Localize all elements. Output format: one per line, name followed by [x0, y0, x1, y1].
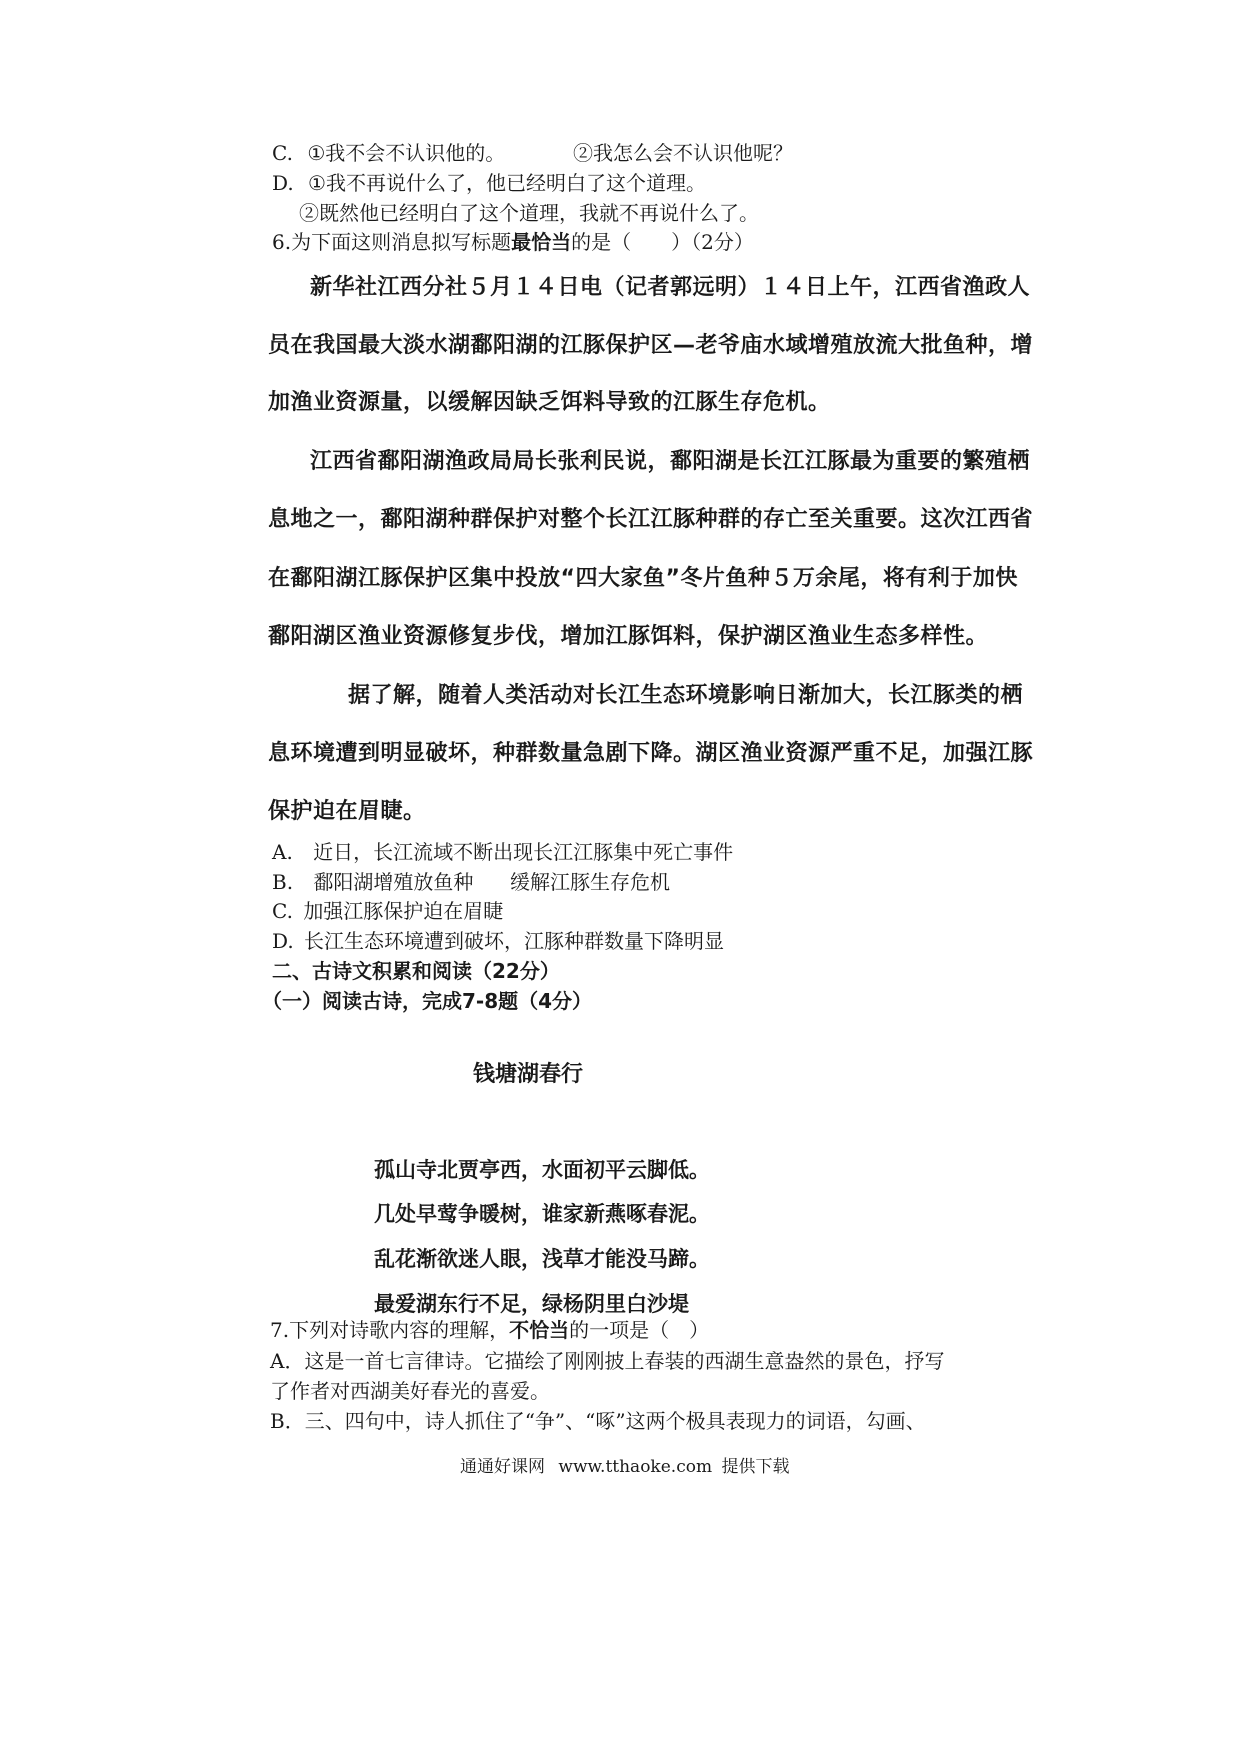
option-text: 长江生态环境遭到破坏，江豚种群数量下降明显 — [304, 929, 725, 953]
news-line: 江西省鄱阳湖渔政局局长张利民说，鄱阳湖是长江江豚最为重要的繁殖栖 — [310, 449, 1031, 474]
option-label: C. — [272, 899, 293, 923]
poem-line: 孤山寺北贾亭西，水面初平云脚低。 — [374, 1158, 710, 1182]
option-label: D. — [272, 929, 294, 953]
question-6 — [272, 226, 754, 255]
news-line: 新华社江西分社５月１４日电（记者郭远明）１４日上午，江西省渔政人 — [310, 275, 1031, 300]
poem-line: 乱花渐欲迷人眼，浅草才能没马蹄。 — [374, 1247, 710, 1271]
option-label: C. — [272, 141, 293, 165]
question-text: 6.为下面这则消息拟写标题 — [272, 230, 512, 254]
q7-option-b-line1: B．三、四句中，诗人抓住了“争”、“啄”这两个极具表现力的词语，勾画、 — [270, 1409, 926, 1433]
q6-option-b-second: 缓解江豚生存危机 — [510, 870, 670, 894]
option-text: 近日，长江流域不断出现长江江豚集中死亡事件 — [313, 840, 734, 864]
footer-url: www.tthaoke.com — [558, 1457, 713, 1477]
option-label: A. — [272, 840, 293, 864]
section-heading: 二、古诗文积累和阅读（22分） — [272, 959, 560, 983]
question-emphasis: 不恰当 — [509, 1318, 570, 1342]
news-line: 息地之一，鄱阳湖种群保护对整个长江江豚种群的存亡至关重要。这次江西省 — [268, 507, 1034, 532]
q5-option-d-second: ②既然他已经明白了这个道理，我就不再说什么了。 — [299, 201, 759, 225]
q5-option-d — [272, 167, 706, 196]
q5-option-c — [272, 137, 505, 166]
option-text: ①我不再说什么了，他已经明白了这个道理。 — [308, 171, 706, 195]
poem-line: 几处早莺争暖树，谁家新燕啄春泥。 — [374, 1202, 710, 1226]
q5-option-c-second: ②我怎么会不认识他呢？ — [573, 141, 793, 165]
question-text-suffix: 的是（ ）（2分） — [571, 230, 754, 254]
poem-title: 钱塘湖春行 — [473, 1062, 584, 1087]
poem-line: 最爱湖东行不足，绿杨阴里白沙堤 — [374, 1292, 689, 1316]
question-text: 7.下列对诗歌内容的理解， — [270, 1318, 510, 1342]
option-text: ①我不会不认识他的。 — [307, 141, 506, 165]
option-text: 鄱阳湖增殖放鱼种 — [313, 870, 474, 894]
section-subheading: （一）阅读古诗，完成7-8题（4分） — [262, 989, 593, 1013]
news-line: 据了解，随着人类活动对长江生态环境影响日渐加大，长江豚类的栖 — [348, 683, 1024, 708]
footer-note: 提供下载 — [721, 1457, 790, 1477]
question-text-suffix: 的一项是（ ） — [569, 1318, 710, 1342]
option-label: B. — [272, 870, 294, 894]
q6-option-d — [272, 925, 724, 954]
option-label: D. — [272, 171, 294, 195]
news-line: 员在我国最大淡水湖鄱阳湖的江豚保护区—老爷庙水域增殖放流大批鱼种，增 — [268, 333, 1034, 358]
page-footer — [460, 1452, 789, 1477]
q7-option-a-line1: A．这是一首七言律诗。它描绘了刚刚披上春装的西湖生意盎然的景色，抒写 — [270, 1349, 945, 1373]
news-line: 鄱阳湖区渔业资源修复步伐，增加江豚饵料，保护湖区渔业生态多样性。 — [268, 624, 989, 649]
news-line: 息环境遭到明显破坏，种群数量急剧下降。湖区渔业资源严重不足，加强江豚 — [268, 741, 1034, 766]
news-line: 加渔业资源量，以缓解因缺乏饵料导致的江豚生存危机。 — [268, 390, 831, 415]
q6-option-a — [272, 836, 733, 865]
option-text: 加强江豚保护迫在眉睫 — [303, 899, 504, 923]
question-emphasis: 最恰当 — [511, 230, 572, 254]
question-7 — [270, 1314, 709, 1343]
footer-site: 通通好课网 — [460, 1457, 545, 1477]
news-line: 在鄱阳湖江豚保护区集中投放“四大家鱼”冬片鱼种５万余尾，将有利于加快 — [268, 566, 1018, 591]
news-line: 保护迫在眉睫。 — [268, 799, 426, 824]
q6-option-c — [272, 895, 503, 924]
q6-option-b — [272, 866, 473, 895]
q7-option-a-line2: 了作者对西湖美好春光的喜爱。 — [270, 1379, 550, 1403]
